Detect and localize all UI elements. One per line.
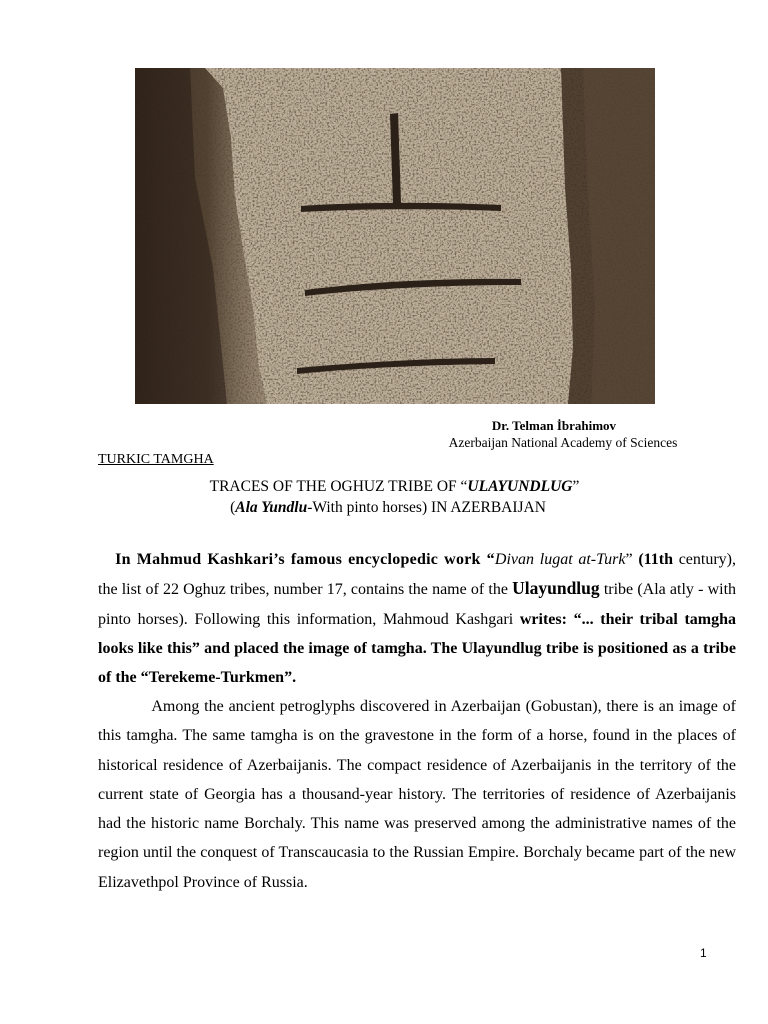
title-line-1-suffix: ” [572,478,580,495]
section-label: TURKIC TAMGHA [98,452,214,467]
paragraph-2 [98,692,736,897]
paragraph-1-century: (11th [638,551,673,568]
paragraph-1-lead: In Mahmud Kashkari’s famous encyclopedic work “ [115,551,495,568]
title-ala-yundlu: Ala Yundlu [235,499,308,516]
title-line-2-rest: -With pinto horses) IN AZERBAIJAN [307,499,546,516]
paragraph-1 [98,545,736,692]
title-line-2 [0,498,768,518]
paragraph-1-quote: writes: “... their tribal tamgha looks like this” and placed the image of tamgha. The Ulayundlug tribe is positioned as a tribe of the “Terekeme-Turkmen”. [98,610,737,687]
title-tribe-name: ULAYUNDLUG [467,478,573,495]
tribe-name-ulayundlug: Ulayundlug [512,578,600,599]
paragraph-1-mid: century), the list of 22 Oghuz tribes, number 17, contains the name of the [98,551,737,599]
paragraph-1-tail: tribe (Ala atly - with pinto horses). Following this information, Mahmoud Kashgari [98,581,737,628]
title-line-1-prefix: TRACES OF THE OGHUZ TRIBE OF “ [209,478,468,495]
title-line-2-open: ( [230,499,236,516]
author-name: Dr. Telman İbrahimov [491,418,617,433]
work-title-divan: Divan lugat at-Turk [494,551,626,568]
paragraph-1-quote-close: ” [625,551,639,568]
paragraph-2-text: Among the ancient petroglyphs discovered in Azerbaijan (Gobustan), there is an image of this tamgha. The same tamgha is on the gravestone in the form of a horse, found in the places of historical residence of Azerbaijanis. The compact residence of Azerbaijanis in the territory of the current state of Georgia has a thousand-year history. The territories of residence of Azerbaijanis had the historic name Borchaly. This name was preserved among the administrative names of the region until the conquest of Transcaucasia to the Russian Empire. Borchaly became part of the new Elizavethpol Province of Russia. [98,698,736,891]
tamgha-petroglyph-photo [135,68,655,404]
page-number: 1 [700,946,707,960]
author-affiliation: Azerbaijan National Academy of Sciences [448,435,678,450]
title-line-1 [0,477,768,497]
